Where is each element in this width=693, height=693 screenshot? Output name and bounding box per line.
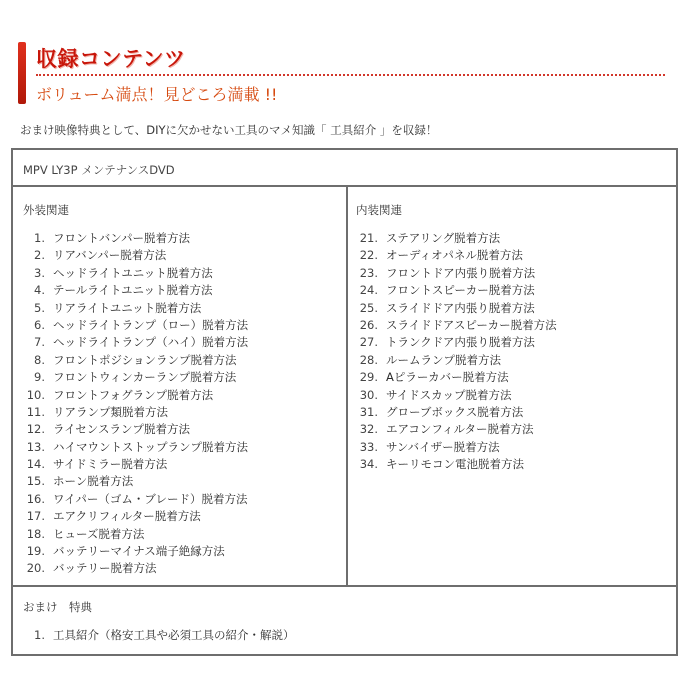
- list-item: [13, 491, 248, 508]
- item-number: 10.: [26, 387, 45, 402]
- bonus-divider: [13, 585, 676, 587]
- item-number: 33.: [359, 439, 378, 454]
- item-text: ルームランプ脱着方法: [386, 352, 501, 367]
- item-text: ヘッドライトユニット脱着方法: [53, 265, 213, 280]
- item-number: 9.: [34, 370, 45, 385]
- item-text: ヒューズ脱着方法: [53, 526, 145, 541]
- header-accent-bar: [18, 42, 26, 104]
- interior-list: [346, 230, 557, 473]
- item-text: フロントバンパー脱着方法: [53, 231, 190, 245]
- dvd-title-row: [13, 150, 676, 187]
- item-number: 27.: [359, 335, 378, 350]
- item-number: 13.: [26, 439, 45, 454]
- list-item: [346, 300, 557, 317]
- item-text: ライセンスランプ脱着方法: [53, 422, 190, 437]
- list-item: [13, 526, 248, 543]
- item-text: オーディオパネル脱着方法: [386, 248, 523, 263]
- list-item: [346, 265, 557, 282]
- list-item: [346, 369, 557, 386]
- item-number: 6.: [34, 317, 45, 332]
- item-text: グローブボックス脱着方法: [386, 404, 524, 419]
- item-number: 25.: [359, 300, 378, 315]
- list-item: [346, 439, 557, 456]
- item-text: 工具紹介（格安工具や必須工具の紹介・解説）: [53, 628, 295, 642]
- list-item: [13, 404, 248, 421]
- item-text: リアランプ類脱着方法: [53, 404, 168, 419]
- item-text: ハイマウントストップランプ脱着方法: [53, 439, 249, 454]
- item-number: 1.: [34, 231, 45, 245]
- item-number: 24.: [359, 283, 378, 298]
- item-number: 16.: [26, 491, 45, 506]
- list-item: [346, 317, 557, 334]
- list-item: [346, 421, 557, 438]
- item-text: スライドドア内張り脱着方法: [386, 300, 535, 315]
- list-item: [13, 265, 248, 282]
- list-item: [346, 247, 557, 264]
- list-item: [346, 334, 557, 351]
- page-subtitle: ボリューム満点！見どころ満載 !!: [36, 85, 278, 104]
- list-item: [13, 230, 248, 247]
- item-text: トランクドア内張り脱着方法: [386, 335, 535, 350]
- list-item: [13, 508, 248, 525]
- list-item: [13, 421, 248, 438]
- item-number: 21.: [359, 231, 378, 245]
- contents-table: [11, 148, 678, 656]
- page-title: 収録コンテンツ: [36, 47, 186, 71]
- dvd-title: MPV LY3P メンテナンスDVD: [23, 163, 175, 177]
- bonus-list: [13, 627, 295, 644]
- list-item: [346, 404, 557, 421]
- item-number: 17.: [26, 509, 45, 524]
- item-number: 18.: [26, 526, 45, 541]
- interior-label: 内装関連: [356, 203, 402, 217]
- item-number: 4.: [34, 283, 45, 298]
- item-number: 28.: [359, 352, 378, 367]
- item-text: Aピラーカバー脱着方法: [386, 370, 509, 385]
- item-number: 5.: [34, 300, 45, 315]
- item-text: フロントポジションランプ脱着方法: [53, 352, 237, 367]
- list-item: [13, 282, 248, 299]
- item-text: テールライトユニット脱着方法: [53, 283, 213, 298]
- item-text: サンバイザー脱着方法: [386, 439, 500, 454]
- item-text: ワイパー（ゴム・ブレード）脱着方法: [53, 491, 248, 506]
- item-text: ヘッドライトランプ（ロー）脱着方法: [53, 317, 249, 332]
- item-text: エアクリフィルター脱着方法: [53, 509, 201, 524]
- item-text: ステアリング脱着方法: [386, 231, 501, 245]
- list-item: [13, 334, 248, 351]
- list-item: [13, 247, 248, 264]
- item-text: ヘッドライトランプ（ハイ）脱着方法: [53, 335, 249, 350]
- item-text: バッテリーマイナス端子絶縁方法: [53, 544, 225, 559]
- item-text: バッテリー脱着方法: [53, 561, 157, 576]
- item-number: 23.: [359, 265, 378, 280]
- item-number: 32.: [359, 422, 378, 437]
- list-item: [346, 456, 557, 473]
- list-item: [13, 627, 295, 644]
- item-text: サイドスカップ脱着方法: [386, 387, 512, 402]
- item-number: 8.: [34, 352, 45, 367]
- item-text: リアバンパー脱着方法: [53, 248, 167, 263]
- list-item: [13, 317, 248, 334]
- bonus-label: おまけ 特典: [23, 600, 92, 614]
- item-text: フロントフォグランプ脱着方法: [53, 387, 214, 402]
- item-number: 2.: [34, 248, 45, 263]
- item-text: フロントドア内張り脱着方法: [386, 265, 536, 280]
- item-number: 12.: [26, 422, 45, 437]
- item-number: 7.: [34, 335, 45, 350]
- title-divider: [36, 74, 665, 76]
- item-number: 22.: [359, 248, 378, 263]
- item-number: 15.: [26, 474, 45, 489]
- item-text: ホーン脱着方法: [53, 474, 134, 489]
- intro-text: おまけ映像特典として、DIYに欠かせない工具のマメ知識「 工具紹介 」を収録！: [20, 123, 438, 137]
- item-number: 20.: [26, 561, 45, 576]
- item-text: サイドミラー脱着方法: [53, 457, 168, 472]
- item-text: フロントウィンカーランプ脱着方法: [53, 370, 237, 385]
- exterior-list: [13, 230, 248, 578]
- item-text: リアライトユニット脱着方法: [53, 300, 202, 315]
- item-number: 1.: [34, 628, 45, 642]
- item-number: 19.: [26, 544, 45, 559]
- item-number: 30.: [359, 387, 378, 402]
- item-number: 11.: [26, 404, 45, 419]
- item-text: エアコンフィルター脱着方法: [386, 422, 534, 437]
- list-item: [13, 439, 248, 456]
- item-number: 31.: [359, 404, 378, 419]
- list-item: [346, 352, 557, 369]
- exterior-label: 外装関連: [23, 203, 69, 217]
- list-item: [13, 387, 248, 404]
- item-number: 29.: [359, 370, 378, 385]
- item-text: キーリモコン電池脱着方法: [386, 457, 524, 472]
- list-item: [13, 300, 248, 317]
- list-item: [13, 456, 248, 473]
- list-item: [13, 543, 248, 560]
- item-number: 14.: [26, 457, 45, 472]
- list-item: [346, 230, 557, 247]
- item-number: 3.: [34, 265, 45, 280]
- item-text: フロントスピーカー脱着方法: [386, 283, 535, 298]
- list-item: [13, 352, 248, 369]
- item-number: 34.: [359, 457, 378, 472]
- list-item: [346, 282, 557, 299]
- list-item: [13, 473, 248, 490]
- item-text: スライドドアスピーカー脱着方法: [386, 317, 557, 332]
- list-item: [346, 387, 557, 404]
- list-item: [13, 369, 248, 386]
- item-number: 26.: [359, 317, 378, 332]
- list-item: [13, 560, 248, 577]
